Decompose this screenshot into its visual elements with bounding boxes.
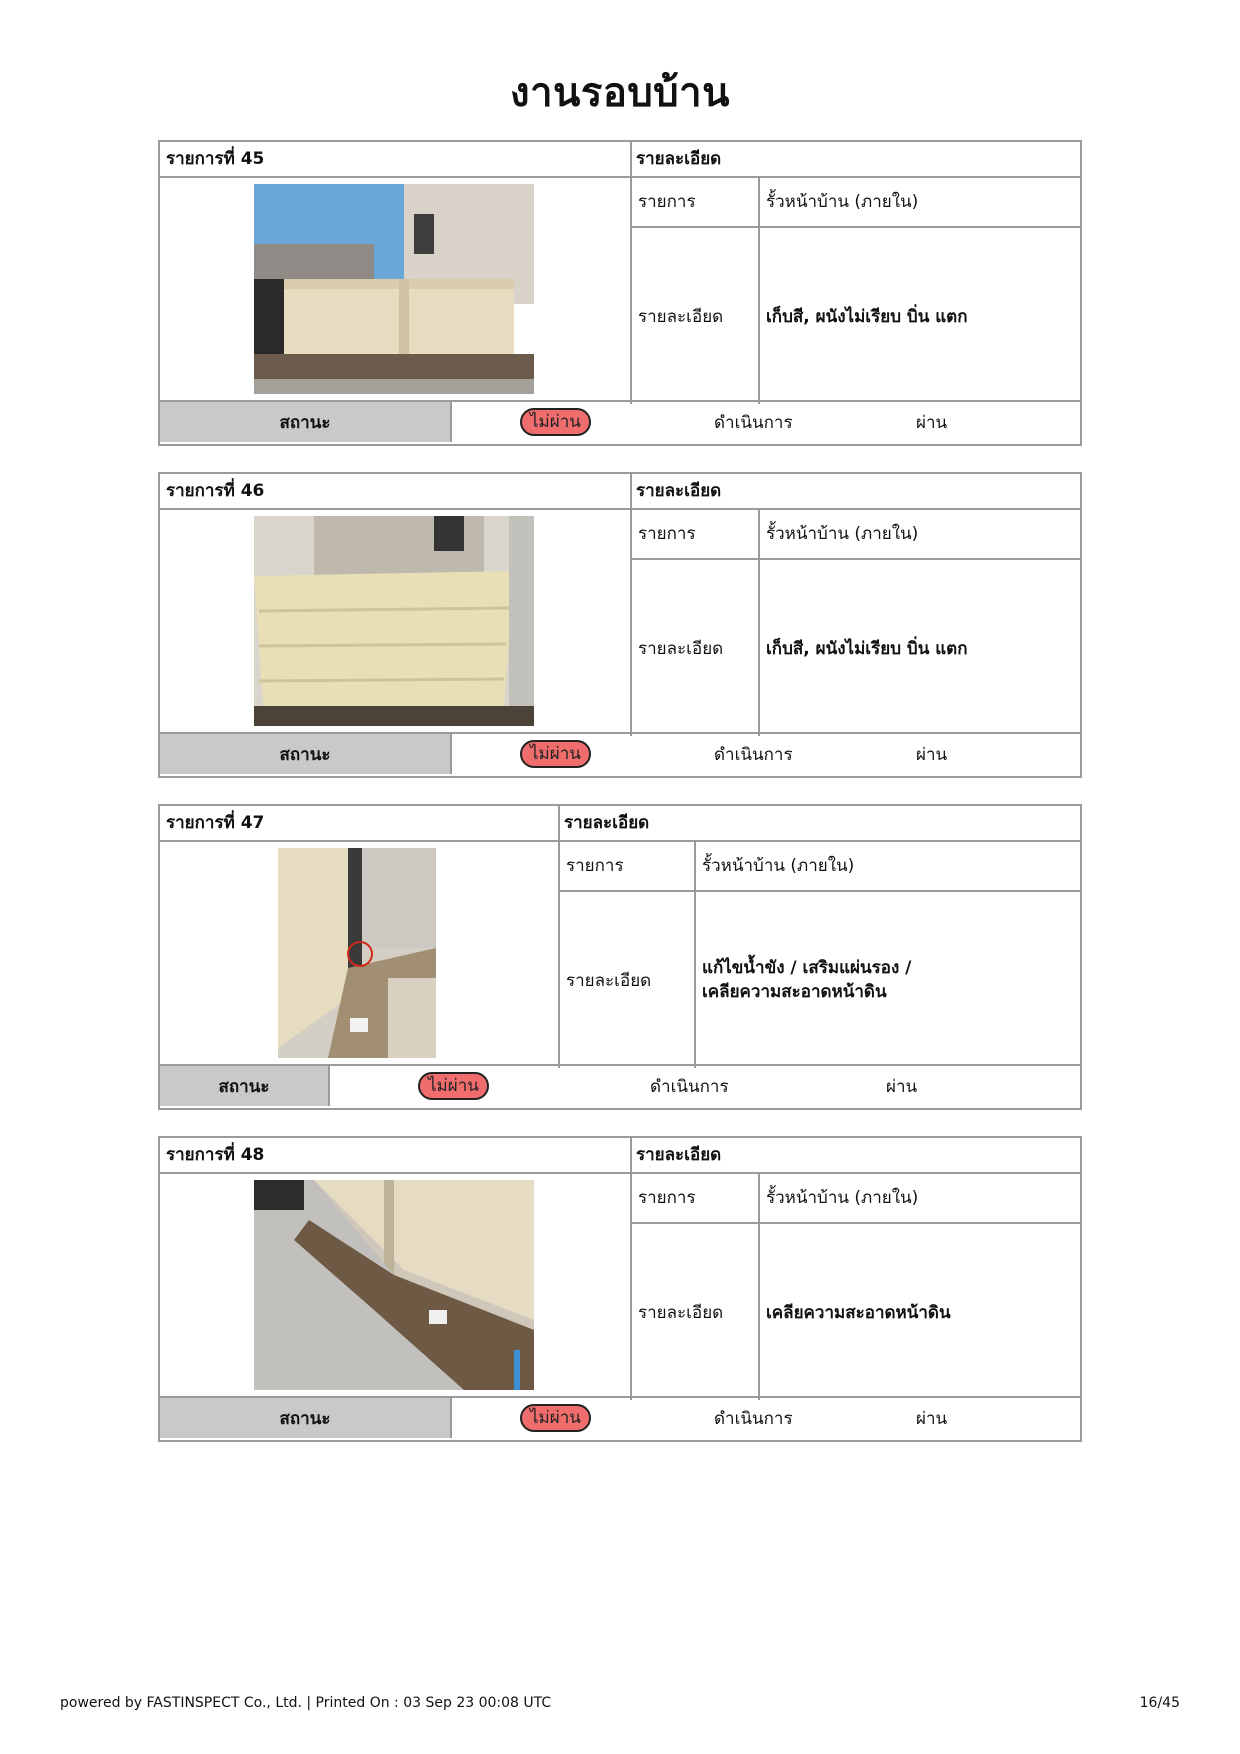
inspection-card-48 — [158, 1136, 1082, 1442]
status-progress-option[interactable]: ดำเนินการ — [714, 412, 793, 433]
detail-label: รายละเอียด — [566, 970, 652, 991]
detail-value: แก้ไขน้ำขัง / เสริมแผ่นรอง / เคลียความสะอาดหน้าดิน — [702, 958, 912, 1002]
card-header — [160, 142, 1080, 178]
footer-credit: powered by FASTINSPECT Co., Ltd. | Printed On : 03 Sep 23 00:08 UTC — [60, 1695, 552, 1711]
detail-header: รายละเอียด — [636, 1145, 722, 1165]
detail-header: รายละเอียด — [564, 813, 650, 833]
status-pass-option[interactable]: ผ่าน — [886, 1076, 918, 1097]
card-header — [160, 1138, 1080, 1174]
status-progress-option[interactable]: ดำเนินการ — [714, 744, 793, 765]
item-value: รั้วหน้าบ้าน (ภายใน) — [766, 191, 919, 212]
entry-title: รายการที่ 47 — [166, 813, 265, 833]
status-fail-pill: ไม่ผ่าน — [520, 408, 591, 436]
status-progress-option[interactable]: ดำเนินการ — [714, 1408, 793, 1429]
status-fail-option[interactable] — [520, 734, 591, 774]
page-title: งานรอบบ้าน — [510, 70, 730, 116]
detail-label: รายละเอียด — [638, 306, 724, 327]
status-fail-pill: ไม่ผ่าน — [520, 740, 591, 768]
inspection-card-45 — [158, 140, 1082, 446]
detail-header: รายละเอียด — [636, 481, 722, 501]
status-label: สถานะ — [160, 1066, 330, 1106]
status-fail-pill: ไม่ผ่าน — [520, 1404, 591, 1432]
status-row — [160, 1396, 1080, 1440]
item-label: รายการ — [638, 523, 696, 544]
status-pass-option[interactable]: ผ่าน — [916, 744, 948, 765]
entry-title: รายการที่ 45 — [166, 149, 265, 169]
detail-label: รายละเอียด — [638, 638, 724, 659]
item-label: รายการ — [638, 191, 696, 212]
status-fail-option[interactable] — [520, 1398, 591, 1438]
inspection-photo[interactable] — [254, 516, 534, 726]
status-fail-option[interactable] — [520, 402, 591, 442]
status-pass-option[interactable]: ผ่าน — [916, 1408, 948, 1429]
inspection-card-47 — [158, 804, 1082, 1110]
detail-label: รายละเอียด — [638, 1302, 724, 1323]
item-value: รั้วหน้าบ้าน (ภายใน) — [766, 1187, 919, 1208]
item-label: รายการ — [566, 855, 624, 876]
card-header — [160, 474, 1080, 510]
detail-value: เก็บสี, ผนังไม่เรียบ บิ่น แตก — [766, 638, 968, 659]
card-header — [160, 806, 1080, 842]
item-value: รั้วหน้าบ้าน (ภายใน) — [766, 523, 919, 544]
status-fail-option[interactable] — [418, 1066, 489, 1106]
inspection-card-46 — [158, 472, 1082, 778]
status-row — [160, 1064, 1080, 1108]
status-label: สถานะ — [160, 402, 452, 442]
status-row — [160, 400, 1080, 444]
item-value: รั้วหน้าบ้าน (ภายใน) — [702, 855, 855, 876]
inspection-photo[interactable] — [278, 848, 436, 1058]
inspection-photo[interactable] — [254, 1180, 534, 1390]
status-progress-option[interactable]: ดำเนินการ — [650, 1076, 729, 1097]
entry-title: รายการที่ 46 — [166, 481, 265, 501]
detail-value: เก็บสี, ผนังไม่เรียบ บิ่น แตก — [766, 306, 968, 327]
entry-title: รายการที่ 48 — [166, 1145, 265, 1165]
inspection-photo[interactable] — [254, 184, 534, 394]
status-label: สถานะ — [160, 1398, 452, 1438]
page-number: 16/45 — [1139, 1695, 1180, 1711]
status-pass-option[interactable]: ผ่าน — [916, 412, 948, 433]
detail-header: รายละเอียด — [636, 149, 722, 169]
item-label: รายการ — [638, 1187, 696, 1208]
status-row — [160, 732, 1080, 776]
status-fail-pill: ไม่ผ่าน — [418, 1072, 489, 1100]
status-label: สถานะ — [160, 734, 452, 774]
detail-value: เคลียความสะอาดหน้าดิน — [766, 1302, 951, 1323]
